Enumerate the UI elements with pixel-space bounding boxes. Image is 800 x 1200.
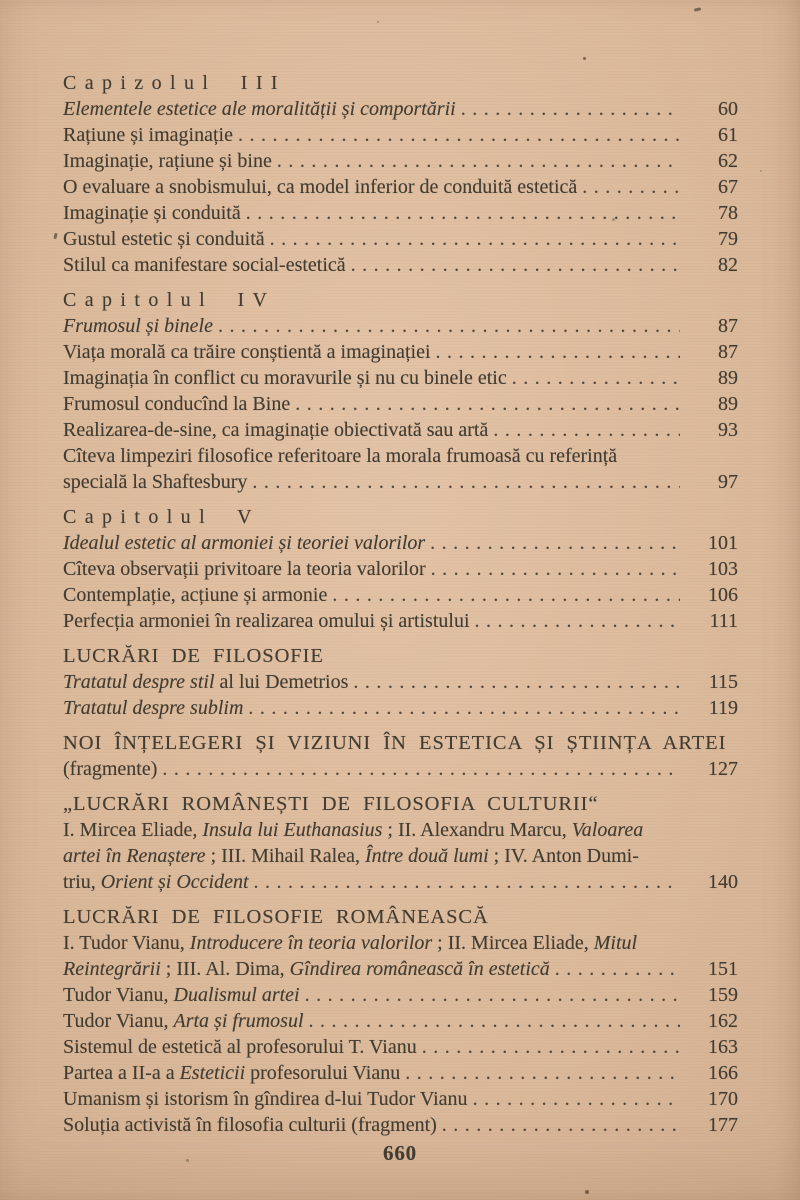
entry-page-number: 111 [709,610,738,632]
dot-leader [243,695,680,721]
table-of-contents [63,70,738,1138]
scan-speckle [694,7,701,11]
toc-line [63,174,738,200]
toc-line [63,1034,738,1060]
section-heading: NOI ÎNȚELEGERI ȘI VIZIUNI ÎN ESTETICA ȘI ȘTIINȚA ARTEI [63,732,727,754]
toc-section [63,904,738,1138]
entry-text: Partea a II-a a Esteticii profesorului Vianu [63,1062,401,1084]
toc-line [63,843,738,869]
toc-line [63,252,738,278]
toc-line [63,1086,738,1112]
toc-section [63,287,738,495]
entry-text: Tratatul despre sublim [63,697,244,719]
entry-text: triu, Orient și Occident [63,871,249,893]
entry-page-number: 151 [708,958,738,980]
entry-text: O evaluare a snobismului, ca model inferior de conduită estetică [63,176,578,198]
toc-line [63,982,738,1008]
section-heading: LUCRĂRI DE FILOSOFIE [63,645,324,667]
toc-line [63,226,738,252]
toc-line [63,469,738,495]
dot-leader [272,148,680,174]
toc-line [63,148,738,174]
toc-line [63,417,738,443]
toc-section [63,730,738,782]
toc-line [63,200,738,226]
entry-page-number: 97 [718,471,738,493]
toc-section [63,504,738,634]
entry-text: Imaginație și conduită [63,202,241,224]
entry-text: Reintegrării ; III. Al. Dima, Gîndirea românească în estetică [63,958,550,980]
entry-page-number: 101 [708,532,738,554]
toc-line [63,1112,738,1138]
entry-text: Contemplație, acțiune și armonie [63,584,328,606]
section-heading: Capitolul IV [63,289,276,311]
dot-leader [304,1008,680,1034]
entry-text: Frumosul și binele [63,315,213,337]
dot-leader [249,869,680,895]
entry-page-number: 170 [708,1088,738,1110]
toc-line [63,608,738,634]
entry-text: Sistemul de estetică al profesorului T. Vianu [63,1036,417,1058]
toc-line [63,530,738,556]
entry-page-number: 60 [718,98,738,120]
toc-line [63,365,738,391]
dot-leader [437,1112,680,1138]
toc-line [63,96,738,122]
entry-text: Imaginația în conflict cu moravurile și nu cu binele etic [63,367,507,389]
scan-speckle [583,57,586,60]
entry-text: (fragmente) [63,758,158,780]
entry-page-number: 87 [718,315,738,337]
entry-page-number: 177 [708,1114,738,1136]
dot-leader [507,365,680,391]
toc-line [63,756,738,782]
entry-text: Umanism și istorism în gîndirea d-lui Tudor Vianu [63,1088,468,1110]
entry-text: Soluția activistă în filosofia culturii (fragment) [63,1114,437,1136]
entry-text: Stilul ca manifestare social-estetică [63,254,346,276]
entry-page-number: 78 [718,202,738,224]
entry-text: specială la Shaftesbury [63,471,248,493]
toc-line [63,391,738,417]
dot-leader [468,1086,680,1112]
entry-page-number: 162 [708,1010,738,1032]
entry-page-number: 119 [708,697,738,719]
dot-leader [290,391,680,417]
entry-page-number: 61 [718,124,738,146]
entry-page-number: 79 [718,228,738,250]
entry-text: Cîteva limpeziri filosofice referitoare la morala frumoasă cu referință [63,445,618,467]
toc-line [63,122,738,148]
entry-page-number: 89 [718,393,738,415]
entry-text: Imaginație, rațiune și bine [63,150,272,172]
toc-line [63,695,738,721]
dot-leader [346,252,680,278]
entry-text: I. Tudor Vianu, Introducere în teoria valorilor ; II. Mircea Eliade, Mitul [63,932,638,954]
toc-line [63,313,738,339]
entry-text: Tudor Vianu, Arta și frumosul [63,1010,304,1032]
entry-text: artei în Renaștere ; III. Mihail Ralea, Între două lumi ; IV. Anton Dumi- [63,845,639,867]
toc-section [63,791,738,895]
section-heading: Capizolul III [63,72,286,94]
entry-page-number: 159 [708,984,738,1006]
dot-leader [327,582,680,608]
toc-line [63,817,738,843]
entry-page-number: 103 [708,558,738,580]
entry-text: Gustul estetic și conduită [63,228,265,250]
toc-line [63,339,738,365]
dot-leader [233,122,680,148]
dot-leader [470,608,680,634]
entry-text: I. Mircea Eliade, Insula lui Euthanasius ; II. Alexandru Marcu, Valoarea [63,819,644,841]
toc-line [63,1060,738,1086]
dot-leader [426,556,680,582]
section-heading: Capitolul V [63,506,260,528]
dot-leader [400,1060,680,1086]
entry-text: Rațiune și imaginație [63,124,233,146]
dot-leader [577,174,680,200]
scan-speckle [760,170,762,172]
entry-text: Cîteva observații privitoare la teoria valorilor [63,558,426,580]
entry-text: Tratatul despre stil al lui Demetrios [63,671,349,693]
dot-leader [550,956,680,982]
dot-leader [265,226,680,252]
entry-text: Elementele estetice ale moralității și comportării [63,98,456,120]
dot-leader [456,96,680,122]
entry-text: Idealul estetic al armoniei și teoriei valorilor [63,532,426,554]
dot-leader [431,339,680,365]
toc-line [63,582,738,608]
entry-text: Tudor Vianu, Dualismul artei [63,984,300,1006]
section-heading: „LUCRĂRI ROMÂNEȘTI DE FILOSOFIA CULTURII“ [63,793,599,815]
entry-page-number: 62 [718,150,738,172]
entry-text: Realizarea-de-sine, ca imaginație obiectivată sau artă [63,419,489,441]
entry-page-number: 166 [708,1062,738,1084]
entry-text: Viața morală ca trăire conștientă a imaginației [63,341,431,363]
dot-leader [241,200,680,226]
toc-section [63,643,738,721]
dot-leader [300,982,680,1008]
dot-leader [247,469,680,495]
entry-page-number: 82 [718,254,738,276]
toc-section [63,70,738,278]
toc-line [63,956,738,982]
dot-leader [417,1034,680,1060]
dot-leader [157,756,680,782]
section-heading: LUCRĂRI DE FILOSOFIE ROMÂNEASCĂ [63,906,489,928]
entry-page-number: 115 [708,671,738,693]
toc-line [63,1008,738,1034]
dot-leader [488,417,680,443]
entry-page-number: 163 [708,1036,738,1058]
page-number: 660 [382,1141,418,1165]
dot-leader [213,313,680,339]
entry-text: Perfecția armoniei în realizarea omului și artistului [63,610,470,632]
scan-speckle [53,233,57,240]
toc-line [63,443,738,469]
toc-line [63,869,738,895]
toc-line [63,930,738,956]
toc-line [63,669,738,695]
entry-page-number: 89 [718,367,738,389]
entry-page-number: 67 [718,176,738,198]
dot-leader [348,669,680,695]
entry-page-number: 106 [708,584,738,606]
entry-text: Frumosul conducînd la Bine [63,393,291,415]
scan-speckle [377,21,379,23]
entry-page-number: 93 [718,419,738,441]
scan-speckle [585,1190,589,1194]
dot-leader [425,530,680,556]
toc-line [63,556,738,582]
entry-page-number: 127 [708,758,738,780]
entry-page-number: 140 [708,871,738,893]
entry-page-number: 87 [718,341,738,363]
